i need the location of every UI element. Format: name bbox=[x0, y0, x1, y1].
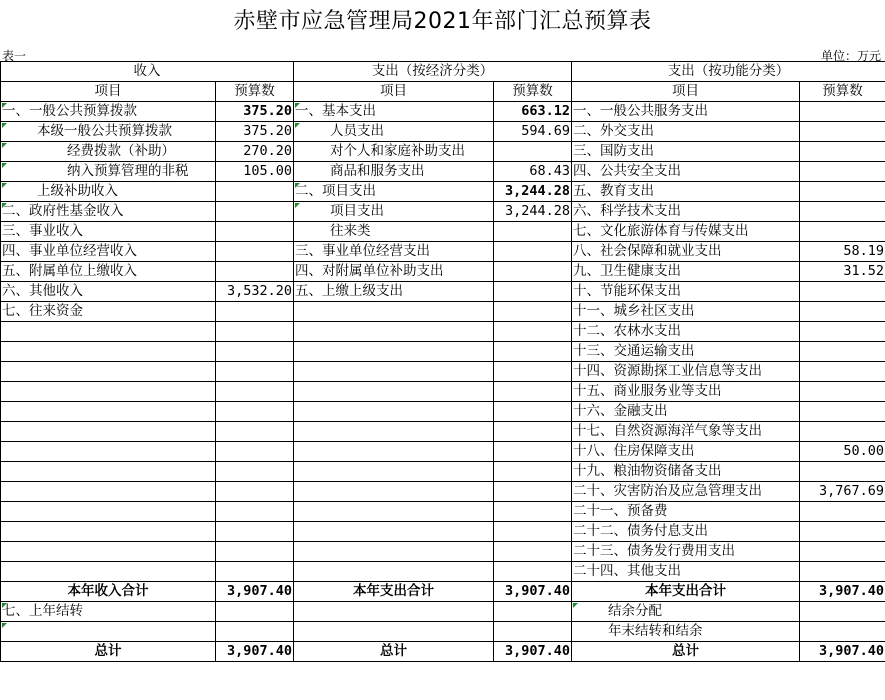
income-item: 五、附属单位上缴收入 bbox=[1, 262, 216, 282]
exp-func-item: 八、社会保障和就业支出 bbox=[572, 242, 800, 262]
income-amount bbox=[216, 562, 294, 582]
income-amount bbox=[216, 182, 294, 202]
table-row bbox=[1, 102, 885, 122]
totals-row bbox=[1, 582, 885, 602]
income-amount bbox=[216, 302, 294, 322]
exp-econ-amount bbox=[494, 422, 572, 442]
exp-econ-item: 项目支出 bbox=[294, 202, 494, 222]
income-amount bbox=[216, 442, 294, 462]
exp-econ-amount bbox=[494, 262, 572, 282]
table-row bbox=[1, 342, 885, 362]
yearend-value bbox=[800, 622, 885, 642]
grand-total-label: 总计 bbox=[572, 642, 800, 662]
table-row bbox=[1, 362, 885, 382]
exp-func-amount bbox=[800, 382, 885, 402]
col-header-item: 项目 bbox=[294, 82, 494, 102]
exp-func-item: 十二、农林水支出 bbox=[572, 322, 800, 342]
grand-exp-value: 3,907.40 bbox=[494, 642, 572, 662]
empty-cell bbox=[494, 602, 572, 622]
income-amount bbox=[216, 322, 294, 342]
income-item bbox=[1, 422, 216, 442]
section-income-header: 收入 bbox=[1, 62, 294, 82]
exp-func-item: 二十三、债务发行费用支出 bbox=[572, 542, 800, 562]
income-amount: 270.20 bbox=[216, 142, 294, 162]
col-header-amount: 预算数 bbox=[800, 82, 885, 102]
table-row bbox=[1, 322, 885, 342]
income-amount bbox=[216, 222, 294, 242]
income-item bbox=[1, 402, 216, 422]
table-row bbox=[1, 402, 885, 422]
table-row bbox=[1, 462, 885, 482]
table-row bbox=[1, 502, 885, 522]
income-total-label: 本年收入合计 bbox=[1, 582, 216, 602]
prev-carry-label: 七、上年结转 bbox=[1, 602, 216, 622]
yearend-label: 年末结转和结余 bbox=[572, 622, 800, 642]
exp-func-item: 十五、商业服务业等支出 bbox=[572, 382, 800, 402]
exp-econ-amount bbox=[494, 242, 572, 262]
exp-func-item: 六、科学技术支出 bbox=[572, 202, 800, 222]
exp-econ-amount bbox=[494, 482, 572, 502]
col-header-amount: 预算数 bbox=[216, 82, 294, 102]
exp-func-amount bbox=[800, 542, 885, 562]
income-item: 本级一般公共预算拨款 bbox=[1, 122, 216, 142]
col-header-amount: 预算数 bbox=[494, 82, 572, 102]
exp-func-amount bbox=[800, 302, 885, 322]
exp-econ-amount: 663.12 bbox=[494, 102, 572, 122]
grand-total-label: 总计 bbox=[1, 642, 216, 662]
table-row bbox=[1, 422, 885, 442]
exp-econ-item bbox=[294, 522, 494, 542]
exp-func-amount bbox=[800, 222, 885, 242]
table-row bbox=[1, 282, 885, 302]
income-item: 六、其他收入 bbox=[1, 282, 216, 302]
exp-econ-amount bbox=[494, 522, 572, 542]
income-amount bbox=[216, 342, 294, 362]
income-item: 七、往来资金 bbox=[1, 302, 216, 322]
exp-econ-amount bbox=[494, 542, 572, 562]
page-title: 赤壁市应急管理局2021年部门汇总预算表 bbox=[233, 9, 652, 34]
exp-func-amount bbox=[800, 402, 885, 422]
exp-func-item: 十九、粮油物资储备支出 bbox=[572, 462, 800, 482]
exp-econ-amount bbox=[494, 282, 572, 302]
func-total-value: 3,907.40 bbox=[800, 582, 885, 602]
exp-func-item: 二十二、债务付息支出 bbox=[572, 522, 800, 542]
empty-cell bbox=[294, 602, 494, 622]
income-amount bbox=[216, 422, 294, 442]
exp-econ-amount: 3,244.28 bbox=[494, 182, 572, 202]
empty-cell bbox=[1, 622, 216, 642]
exp-func-item: 一、一般公共服务支出 bbox=[572, 102, 800, 122]
exp-func-item: 十四、资源勘探工业信息等支出 bbox=[572, 362, 800, 382]
income-amount: 375.20 bbox=[216, 122, 294, 142]
income-item bbox=[1, 442, 216, 462]
table-row bbox=[1, 222, 885, 242]
exp-econ-item: 四、对附属单位补助支出 bbox=[294, 262, 494, 282]
exp-econ-item bbox=[294, 482, 494, 502]
exp-func-amount: 31.52 bbox=[800, 262, 885, 282]
col-header-item: 项目 bbox=[1, 82, 216, 102]
exp-func-item: 十一、城乡社区支出 bbox=[572, 302, 800, 322]
exp-func-item: 二十一、预备费 bbox=[572, 502, 800, 522]
section-exp-econ-header: 支出（按经济分类） bbox=[294, 62, 572, 82]
income-item bbox=[1, 362, 216, 382]
empty-cell bbox=[216, 622, 294, 642]
exp-econ-item: 对个人和家庭补助支出 bbox=[294, 142, 494, 162]
budget-table bbox=[0, 61, 885, 662]
income-total-value: 3,907.40 bbox=[216, 582, 294, 602]
exp-econ-item: 一、基本支出 bbox=[294, 102, 494, 122]
table-row bbox=[1, 162, 885, 182]
exp-func-amount bbox=[800, 182, 885, 202]
exp-econ-amount bbox=[494, 342, 572, 362]
exp-econ-amount: 594.69 bbox=[494, 122, 572, 142]
exp-econ-amount bbox=[494, 142, 572, 162]
income-amount bbox=[216, 262, 294, 282]
income-item: 上级补助收入 bbox=[1, 182, 216, 202]
income-item bbox=[1, 502, 216, 522]
exp-func-amount bbox=[800, 462, 885, 482]
income-amount bbox=[216, 402, 294, 422]
exp-func-amount bbox=[800, 282, 885, 302]
income-item bbox=[1, 462, 216, 482]
income-amount bbox=[216, 242, 294, 262]
exp-econ-item bbox=[294, 502, 494, 522]
exp-econ-amount bbox=[494, 402, 572, 422]
exp-func-item: 二十四、其他支出 bbox=[572, 562, 800, 582]
exp-func-amount bbox=[800, 562, 885, 582]
exp-econ-item bbox=[294, 342, 494, 362]
carry-row bbox=[1, 622, 885, 642]
empty-cell bbox=[494, 622, 572, 642]
table-row bbox=[1, 302, 885, 322]
exp-func-amount bbox=[800, 102, 885, 122]
surplus-value bbox=[800, 602, 885, 622]
exp-econ-item bbox=[294, 322, 494, 342]
table-row bbox=[1, 542, 885, 562]
empty-cell bbox=[294, 622, 494, 642]
exp-func-amount bbox=[800, 422, 885, 442]
income-item: 纳入预算管理的非税 bbox=[1, 162, 216, 182]
exp-total-value: 3,907.40 bbox=[494, 582, 572, 602]
exp-func-amount bbox=[800, 362, 885, 382]
exp-func-amount: 58.19 bbox=[800, 242, 885, 262]
table-row bbox=[1, 262, 885, 282]
table-row bbox=[1, 202, 885, 222]
income-item: 四、事业单位经营收入 bbox=[1, 242, 216, 262]
unit-label: 单位：万元 bbox=[820, 49, 881, 63]
income-amount bbox=[216, 462, 294, 482]
income-amount: 375.20 bbox=[216, 102, 294, 122]
income-amount bbox=[216, 502, 294, 522]
income-item: 二、政府性基金收入 bbox=[1, 202, 216, 222]
exp-econ-amount bbox=[494, 502, 572, 522]
exp-func-item: 四、公共安全支出 bbox=[572, 162, 800, 182]
table-row bbox=[1, 562, 885, 582]
exp-func-amount bbox=[800, 502, 885, 522]
exp-func-amount: 3,767.69 bbox=[800, 482, 885, 502]
table-row bbox=[1, 122, 885, 142]
table-row bbox=[1, 242, 885, 262]
exp-econ-amount bbox=[494, 562, 572, 582]
exp-econ-amount bbox=[494, 462, 572, 482]
exp-func-item: 十八、住房保障支出 bbox=[572, 442, 800, 462]
income-amount bbox=[216, 482, 294, 502]
exp-func-item: 二、外交支出 bbox=[572, 122, 800, 142]
exp-econ-item: 商品和服务支出 bbox=[294, 162, 494, 182]
income-amount: 105.00 bbox=[216, 162, 294, 182]
income-amount bbox=[216, 202, 294, 222]
income-item bbox=[1, 482, 216, 502]
exp-econ-amount bbox=[494, 322, 572, 342]
table-row bbox=[1, 442, 885, 462]
exp-func-amount bbox=[800, 122, 885, 142]
income-amount bbox=[216, 382, 294, 402]
exp-econ-item bbox=[294, 442, 494, 462]
section-exp-func-header: 支出（按功能分类） bbox=[572, 62, 885, 82]
exp-econ-item bbox=[294, 462, 494, 482]
exp-func-amount bbox=[800, 522, 885, 542]
exp-econ-item bbox=[294, 542, 494, 562]
income-item: 经费拨款（补助） bbox=[1, 142, 216, 162]
exp-func-item: 五、教育支出 bbox=[572, 182, 800, 202]
exp-econ-item: 二、项目支出 bbox=[294, 182, 494, 202]
grand-total-label: 总计 bbox=[294, 642, 494, 662]
exp-func-amount bbox=[800, 322, 885, 342]
table-row bbox=[1, 522, 885, 542]
income-item bbox=[1, 382, 216, 402]
table-row bbox=[1, 182, 885, 202]
income-amount bbox=[216, 362, 294, 382]
grand-income-value: 3,907.40 bbox=[216, 642, 294, 662]
table-row bbox=[1, 482, 885, 502]
exp-econ-amount bbox=[494, 442, 572, 462]
income-amount: 3,532.20 bbox=[216, 282, 294, 302]
exp-func-item: 十三、交通运输支出 bbox=[572, 342, 800, 362]
exp-econ-item bbox=[294, 402, 494, 422]
exp-func-item: 三、国防支出 bbox=[572, 142, 800, 162]
exp-econ-amount bbox=[494, 302, 572, 322]
exp-econ-item bbox=[294, 382, 494, 402]
exp-func-item: 十七、自然资源海洋气象等支出 bbox=[572, 422, 800, 442]
exp-func-amount bbox=[800, 162, 885, 182]
carry-row bbox=[1, 602, 885, 622]
surplus-label: 结余分配 bbox=[572, 602, 800, 622]
exp-econ-item: 往来类 bbox=[294, 222, 494, 242]
grand-total-row bbox=[1, 642, 885, 662]
table-number: 表一 bbox=[2, 49, 27, 63]
exp-econ-item: 人员支出 bbox=[294, 122, 494, 142]
exp-func-item: 九、卫生健康支出 bbox=[572, 262, 800, 282]
income-amount bbox=[216, 522, 294, 542]
exp-func-item: 十、节能环保支出 bbox=[572, 282, 800, 302]
exp-func-amount: 50.00 bbox=[800, 442, 885, 462]
exp-econ-item bbox=[294, 562, 494, 582]
exp-total-label: 本年支出合计 bbox=[294, 582, 494, 602]
income-item: 三、事业收入 bbox=[1, 222, 216, 242]
exp-econ-item: 五、上缴上级支出 bbox=[294, 282, 494, 302]
prev-carry-value bbox=[216, 602, 294, 622]
income-item bbox=[1, 562, 216, 582]
income-item bbox=[1, 542, 216, 562]
col-header-item: 项目 bbox=[572, 82, 800, 102]
exp-econ-amount: 68.43 bbox=[494, 162, 572, 182]
exp-econ-item bbox=[294, 302, 494, 322]
exp-econ-item bbox=[294, 422, 494, 442]
exp-func-amount bbox=[800, 142, 885, 162]
exp-econ-item bbox=[294, 362, 494, 382]
exp-func-item: 二十、灾害防治及应急管理支出 bbox=[572, 482, 800, 502]
grand-func-value: 3,907.40 bbox=[800, 642, 885, 662]
exp-func-item: 十六、金融支出 bbox=[572, 402, 800, 422]
func-total-label: 本年支出合计 bbox=[572, 582, 800, 602]
exp-func-amount bbox=[800, 202, 885, 222]
exp-func-item: 七、文化旅游体育与传媒支出 bbox=[572, 222, 800, 242]
income-item bbox=[1, 342, 216, 362]
table-row bbox=[1, 382, 885, 402]
income-item: 一、一般公共预算拨款 bbox=[1, 102, 216, 122]
exp-econ-item: 三、事业单位经营支出 bbox=[294, 242, 494, 262]
exp-econ-amount bbox=[494, 222, 572, 242]
exp-econ-amount: 3,244.28 bbox=[494, 202, 572, 222]
income-item bbox=[1, 522, 216, 542]
income-item bbox=[1, 322, 216, 342]
income-amount bbox=[216, 542, 294, 562]
exp-func-amount bbox=[800, 342, 885, 362]
exp-econ-amount bbox=[494, 362, 572, 382]
exp-econ-amount bbox=[494, 382, 572, 402]
table-row bbox=[1, 142, 885, 162]
